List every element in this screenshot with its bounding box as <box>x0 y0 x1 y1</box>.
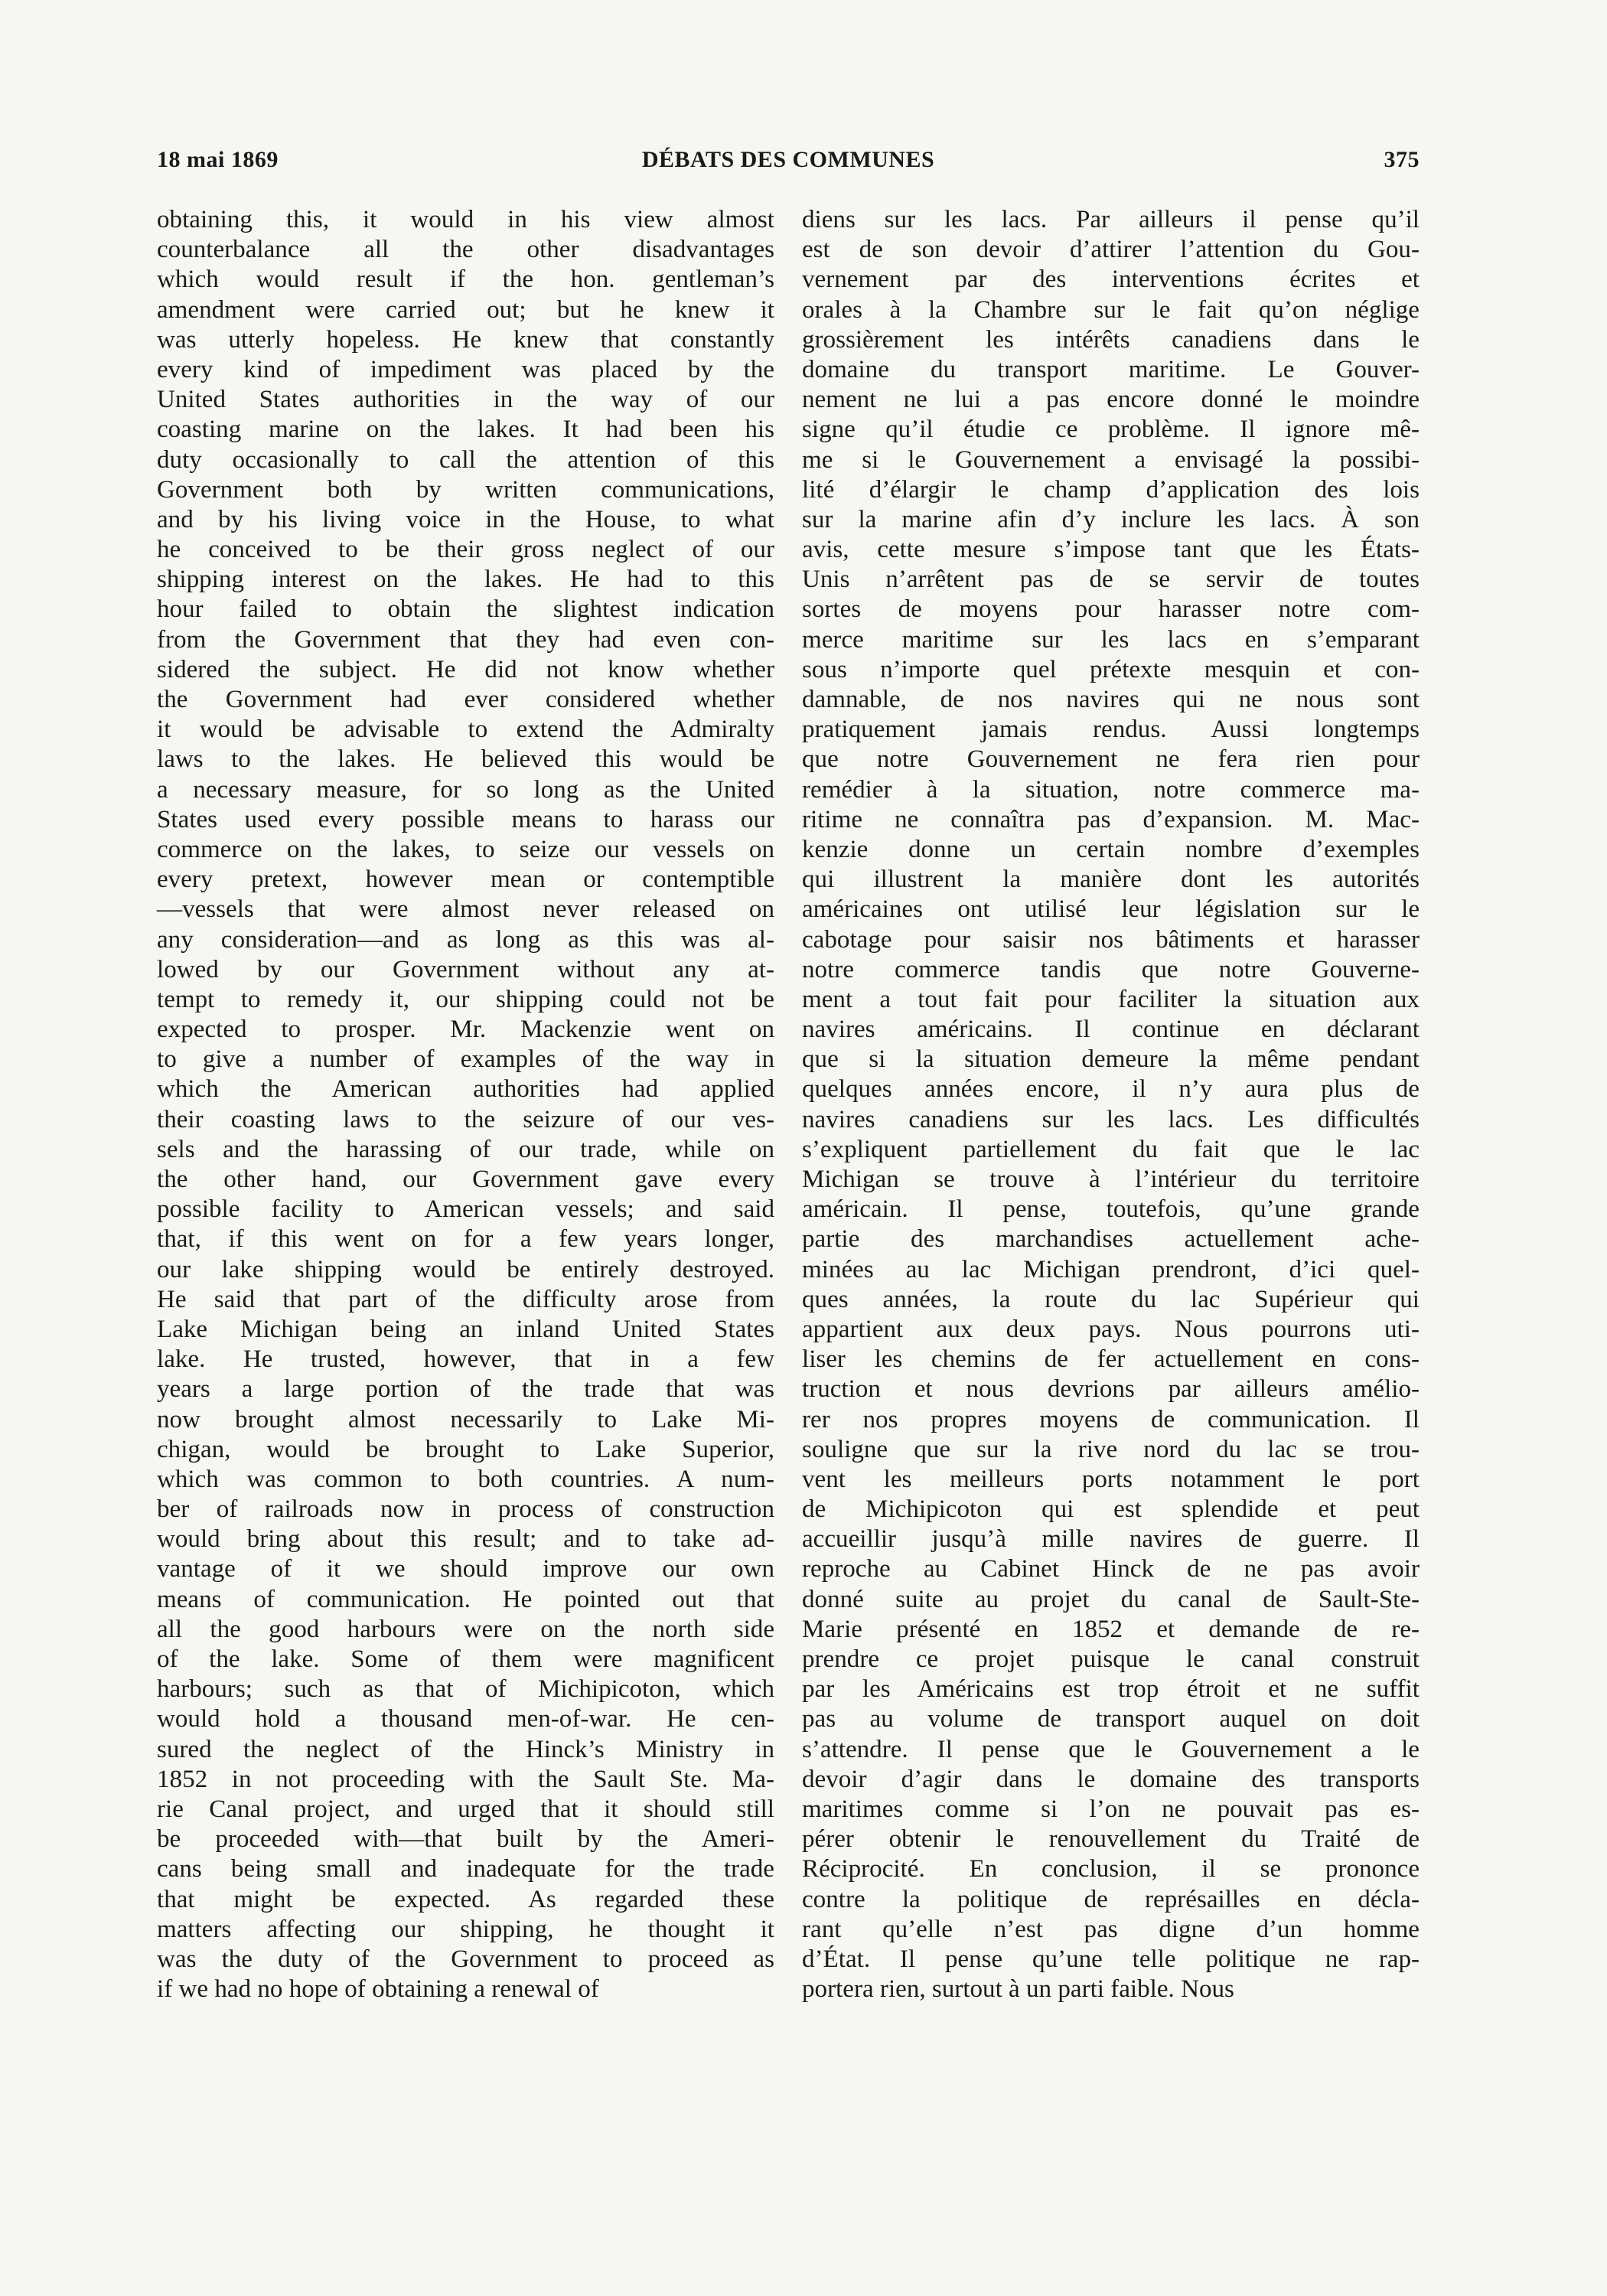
english-text-line: duty occasionally to call the attention of this <box>157 445 774 474</box>
english-text-line: sured the neglect of the Hinck’s Ministry in <box>157 1735 774 1763</box>
english-text-line: be proceeded with—that built by the Ameri- <box>157 1825 774 1854</box>
french-text-line: navires américains. Il continue en déclarant <box>802 1016 1420 1044</box>
english-text-line: he conceived to be their gross neglect of our <box>157 536 774 564</box>
french-text-line: signe qu’il étudie ce problème. Il ignore mê- <box>802 416 1420 444</box>
header-title: DÉBATS DES COMMUNES <box>641 147 935 172</box>
english-text-line: 1852 in not proceeding with the Sault Ste. Ma- <box>157 1765 774 1793</box>
english-text-line: shipping interest on the lakes. He had to this <box>157 566 774 594</box>
french-text-line: que notre Gouvernement ne fera rien pour <box>802 745 1420 774</box>
english-text-line: was the duty of the Government to proceed as <box>157 1945 774 1973</box>
english-text-line: means of communication. He pointed out that <box>157 1585 774 1613</box>
french-text-line: vent les meilleurs ports notamment le port <box>802 1465 1420 1493</box>
english-text-line: years a large portion of the trade that was <box>157 1375 774 1404</box>
french-text-line: accueillir jusqu’à mille navires de guerre. Il <box>802 1525 1420 1554</box>
english-text-line: harbours; such as that of Michipicoton, which <box>157 1675 774 1704</box>
english-text-line: obtaining this, it would in his view almost <box>157 206 774 233</box>
french-text-line: Michigan se trouve à l’intérieur du territoire <box>802 1166 1420 1193</box>
english-text-line: States used every possible means to harass our <box>157 805 774 833</box>
french-text-line: ques années, la route du lac Supérieur qui <box>802 1285 1420 1313</box>
page-header <box>157 147 1420 185</box>
french-text-line: rer nos propres moyens de communication. Il <box>802 1405 1420 1433</box>
french-text-line: Unis n’arrêtent pas de se servir de toutes <box>802 566 1420 594</box>
french-text-line: quelques années encore, il n’y aura plus de <box>802 1075 1420 1104</box>
english-text-line: sels and the harassing of our trade, while on <box>157 1135 774 1163</box>
english-text-line: matters affecting our shipping, he thought it <box>157 1915 774 1943</box>
french-text-line: qui illustrent la manière dont les autorités <box>802 866 1420 894</box>
french-text-line: contre la politique de représailles en décla- <box>802 1885 1420 1913</box>
english-text-line: if we had no hope of obtaining a renewal of <box>157 1975 599 2004</box>
english-text-line: commerce on the lakes, to seize our vessels on <box>157 835 774 863</box>
english-text-line: which would result if the hon. gentleman’s <box>157 266 774 294</box>
french-text-line: appartient aux deux pays. Nous pourrons uti- <box>802 1315 1420 1343</box>
english-text-line: cans being small and inadequate for the trade <box>157 1855 774 1883</box>
english-text-line: would bring about this result; and to take ad- <box>157 1525 774 1554</box>
french-text-line: rant qu’elle n’est pas digne d’un homme <box>802 1915 1420 1943</box>
english-text-line: chigan, would be brought to Lake Superior, <box>157 1435 774 1463</box>
english-text-line: that might be expected. As regarded these <box>157 1885 774 1913</box>
french-text-line: partie des marchandises actuellement ache- <box>802 1225 1420 1254</box>
french-text-line: remédier à la situation, notre commerce ma- <box>802 775 1420 804</box>
english-text-line: now brought almost necessarily to Lake Mi- <box>157 1405 774 1433</box>
french-text-line: minées au lac Michigan prendront, d’ici quel- <box>802 1255 1420 1283</box>
french-text-line: merce maritime sur les lacs en s’emparant <box>802 625 1420 654</box>
english-text-line: would hold a thousand men-of-war. He cen- <box>157 1705 774 1733</box>
french-text-line: sous n’importe quel prétexte mesquin et con- <box>802 655 1420 683</box>
english-text-line: our lake shipping would be entirely destroyed. <box>157 1255 774 1283</box>
french-text-line: pérer obtenir le renouvellement du Traité de <box>802 1825 1420 1854</box>
english-text-line: a necessary measure, for so long as the United <box>157 775 774 804</box>
english-text-line: lake. He trusted, however, that in a few <box>157 1345 774 1374</box>
english-text-line: was utterly hopeless. He knew that constantly <box>157 325 774 354</box>
french-text-line: souligne que sur la rive nord du lac se trou- <box>802 1435 1420 1463</box>
french-column <box>802 205 1420 2004</box>
english-text-line: vantage of it we should improve our own <box>157 1555 774 1583</box>
french-text-line: portera rien, surtout à un parti faible. Nous <box>802 1975 1234 2004</box>
english-text-line: ber of railroads now in process of construction <box>157 1495 774 1524</box>
french-text-line: maritimes comme si l’on ne pouvait pas es- <box>802 1795 1420 1823</box>
english-text-line: sidered the subject. He did not know whether <box>157 655 774 683</box>
english-text-line: laws to the lakes. He believed this would be <box>157 745 774 774</box>
french-text-line: d’État. Il pense qu’une telle politique ne rap- <box>802 1945 1420 1973</box>
english-text-line: United States authorities in the way of our <box>157 386 774 414</box>
english-text-line: which was common to both countries. A num- <box>157 1465 774 1493</box>
french-text-line: sur la marine afin d’y inclure les lacs. À son <box>802 505 1420 533</box>
english-text-line: Government both by written communications, <box>157 475 774 504</box>
english-text-line: and by his living voice in the House, to what <box>157 505 774 533</box>
english-text-line: expected to prosper. Mr. Mackenzie went on <box>157 1016 774 1044</box>
french-text-line: devoir d’agir dans le domaine des transports <box>802 1765 1420 1793</box>
english-text-line: coasting marine on the lakes. It had been his <box>157 416 774 444</box>
english-text-line: lowed by our Government without any at- <box>157 955 774 983</box>
french-text-line: par les Américains est trop étroit et ne suffit <box>802 1675 1420 1704</box>
french-text-line: pas au volume de transport auquel on doit <box>802 1705 1420 1733</box>
french-text-line: grossièrement les intérêts canadiens dans le <box>802 325 1420 354</box>
french-text-line: américaines ont utilisé leur législation sur le <box>802 895 1420 924</box>
english-text-line: their coasting laws to the seizure of our ves- <box>157 1105 774 1133</box>
french-text-line: domaine du transport maritime. Le Gouver- <box>802 355 1420 383</box>
french-text-line: sortes de moyens pour harasser notre com- <box>802 595 1420 624</box>
english-text-line: from the Government that they had even con- <box>157 625 774 654</box>
french-text-line: notre commerce tandis que notre Gouverne- <box>802 955 1420 983</box>
english-column <box>157 205 774 2004</box>
french-text-line: américain. Il pense, toutefois, qu’une grande <box>802 1195 1420 1224</box>
french-text-line: de Michipicoton qui est splendide et peut <box>802 1495 1420 1524</box>
english-text-line: counterbalance all the other disadvantages <box>157 236 774 264</box>
english-text-line: hour failed to obtain the slightest indication <box>157 595 774 624</box>
english-text-line: every kind of impediment was placed by the <box>157 355 774 383</box>
french-text-line: liser les chemins de fer actuellement en cons- <box>802 1345 1420 1374</box>
page-number: 375 <box>1384 147 1420 172</box>
french-text-line: orales à la Chambre sur le fait qu’on néglige <box>802 295 1420 324</box>
english-text-line: tempt to remedy it, our shipping could not be <box>157 985 774 1013</box>
english-text-line: it would be advisable to extend the Admiralty <box>157 716 774 744</box>
english-text-line: every pretext, however mean or contemptible <box>157 866 774 894</box>
french-text-line: prendre ce projet puisque le canal construit <box>802 1645 1420 1673</box>
french-text-line: damnable, de nos navires qui ne nous sont <box>802 686 1420 713</box>
english-text-line: possible facility to American vessels; and said <box>157 1195 774 1224</box>
french-text-line: Réciprocité. En conclusion, il se prononce <box>802 1855 1420 1883</box>
english-text-line: He said that part of the difficulty arose from <box>157 1285 774 1313</box>
english-text-line: amendment were carried out; but he knew it <box>157 295 774 324</box>
english-text-line: that, if this went on for a few years longer, <box>157 1225 774 1254</box>
french-text-line: Marie présenté en 1852 et demande de re- <box>802 1615 1420 1643</box>
french-text-line: que si la situation demeure la même pendant <box>802 1045 1420 1074</box>
french-text-line: diens sur les lacs. Par ailleurs il pense qu’il <box>802 206 1420 233</box>
french-text-line: truction et nous devrions par ailleurs amélio- <box>802 1375 1420 1404</box>
english-text-line: to give a number of examples of the way in <box>157 1045 774 1074</box>
french-text-line: est de son devoir d’attirer l’attention du Gou- <box>802 236 1420 264</box>
english-text-line: Lake Michigan being an inland United States <box>157 1315 774 1343</box>
french-text-line: s’expliquent partiellement du fait que le lac <box>802 1135 1420 1163</box>
english-text-line: which the American authorities had applied <box>157 1075 774 1104</box>
french-text-line: nement ne lui a pas encore donné le moindre <box>802 386 1420 414</box>
french-text-line: lité d’élargir le champ d’application des lois <box>802 475 1420 504</box>
french-text-line: reproche au Cabinet Hinck de ne pas avoir <box>802 1555 1420 1583</box>
english-text-line: the other hand, our Government gave every <box>157 1166 774 1193</box>
english-text-line: any consideration—and as long as this was al- <box>157 925 774 954</box>
french-text-line: pratiquement jamais rendus. Aussi longtemps <box>802 716 1420 744</box>
french-text-line: donné suite au projet du canal de Sault-Ste- <box>802 1585 1420 1613</box>
french-text-line: kenzie donne un certain nombre d’exemples <box>802 835 1420 863</box>
english-text-line: of the lake. Some of them were magnificent <box>157 1645 774 1673</box>
french-text-line: vernement par des interventions écrites et <box>802 266 1420 294</box>
french-text-line: s’attendre. Il pense que le Gouvernement a le <box>802 1735 1420 1763</box>
english-text-line: all the good harbours were on the north side <box>157 1615 774 1643</box>
french-text-line: cabotage pour saisir nos bâtiments et harasser <box>802 925 1420 954</box>
french-text-line: me si le Gouvernement a envisagé la possibi- <box>802 445 1420 474</box>
french-text-line: ment a tout fait pour faciliter la situation aux <box>802 985 1420 1013</box>
english-text-line: —vessels that were almost never released on <box>157 895 774 924</box>
french-text-line: avis, cette mesure s’impose tant que les États- <box>802 536 1420 564</box>
french-text-line: ritime ne connaîtra pas d’expansion. M. Mac- <box>802 805 1420 833</box>
english-text-line: the Government had ever considered whether <box>157 686 774 713</box>
english-text-line: rie Canal project, and urged that it should still <box>157 1795 774 1823</box>
french-text-line: navires canadiens sur les lacs. Les difficultés <box>802 1105 1420 1133</box>
header-date: 18 mai 1869 <box>157 147 279 172</box>
